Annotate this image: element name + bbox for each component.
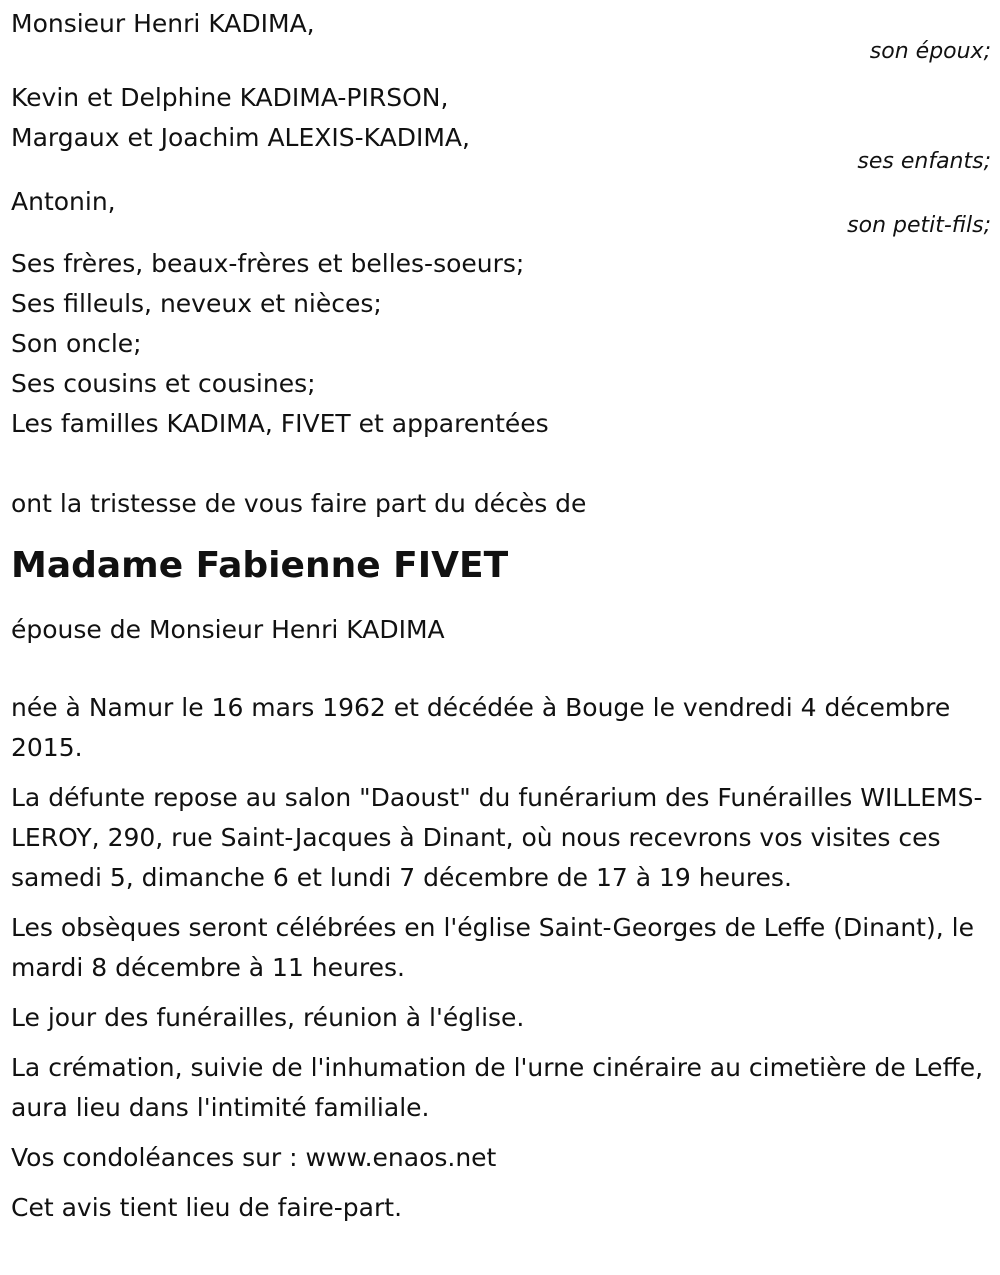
grandchild-name: Antonin, — [11, 187, 116, 216]
repose-details: La défunte repose au salon "Daoust" du funérarium des Funérailles WILLEMS-LEROY, 290, rue Saint-Jacques à Dinant, où nous recevrons vos visites ces samedi 5, dimanche 6 et lundi 7 décembre de 17 à 19 heures. — [11, 783, 983, 892]
cremation-details: La crémation, suivie de l'inhumation de l'urne cinéraire au cimetière de Leffe, aura lieu dans l'intimité familiale. — [11, 1053, 984, 1122]
child-name: Margaux et Joachim ALEXIS-KADIMA, — [11, 123, 470, 152]
relatives-line: Les familles KADIMA, FIVET et apparentées — [11, 409, 549, 438]
notice-footer: Cet avis tient lieu de faire-part. — [11, 1193, 403, 1222]
announcement-text: ont la tristesse de vous faire part du décès de — [11, 489, 587, 518]
deceased-name: Madame Fabienne FIVET — [11, 545, 509, 586]
spouse-role: son époux; — [869, 39, 991, 64]
other-relatives — [11, 244, 991, 444]
relatives-line: Ses filleuls, neveux et nièces; — [11, 289, 382, 318]
meeting-details: Le jour des funérailles, réunion à l'église. — [11, 1003, 525, 1032]
birth-death-dates: née à Namur le 16 mars 1962 et décédée à Bouge le vendredi 4 décembre 2015. — [11, 693, 951, 762]
children-role: ses enfants; — [857, 149, 991, 174]
relatives-line: Ses cousins et cousines; — [11, 369, 316, 398]
funeral-details: Les obsèques seront célébrées en l'église Saint-Georges de Leffe (Dinant), le mardi 8 décembre à 11 heures. — [11, 913, 974, 982]
relatives-line: Son oncle; — [11, 329, 142, 358]
grandchild-block — [11, 182, 991, 240]
grandchild-role: son petit-fils; — [847, 213, 991, 238]
deceased-spouse-line: épouse de Monsieur Henri KADIMA — [11, 615, 445, 644]
condolences-line: Vos condoléances sur : www.enaos.net — [11, 1143, 497, 1172]
children-block — [11, 78, 991, 176]
obituary-notice — [11, 0, 991, 1228]
spouse-name: Monsieur Henri KADIMA, — [11, 9, 315, 38]
spouse-block — [11, 0, 991, 66]
relatives-line: Ses frères, beaux-frères et belles-soeurs; — [11, 249, 525, 278]
child-name: Kevin et Delphine KADIMA-PIRSON, — [11, 83, 449, 112]
